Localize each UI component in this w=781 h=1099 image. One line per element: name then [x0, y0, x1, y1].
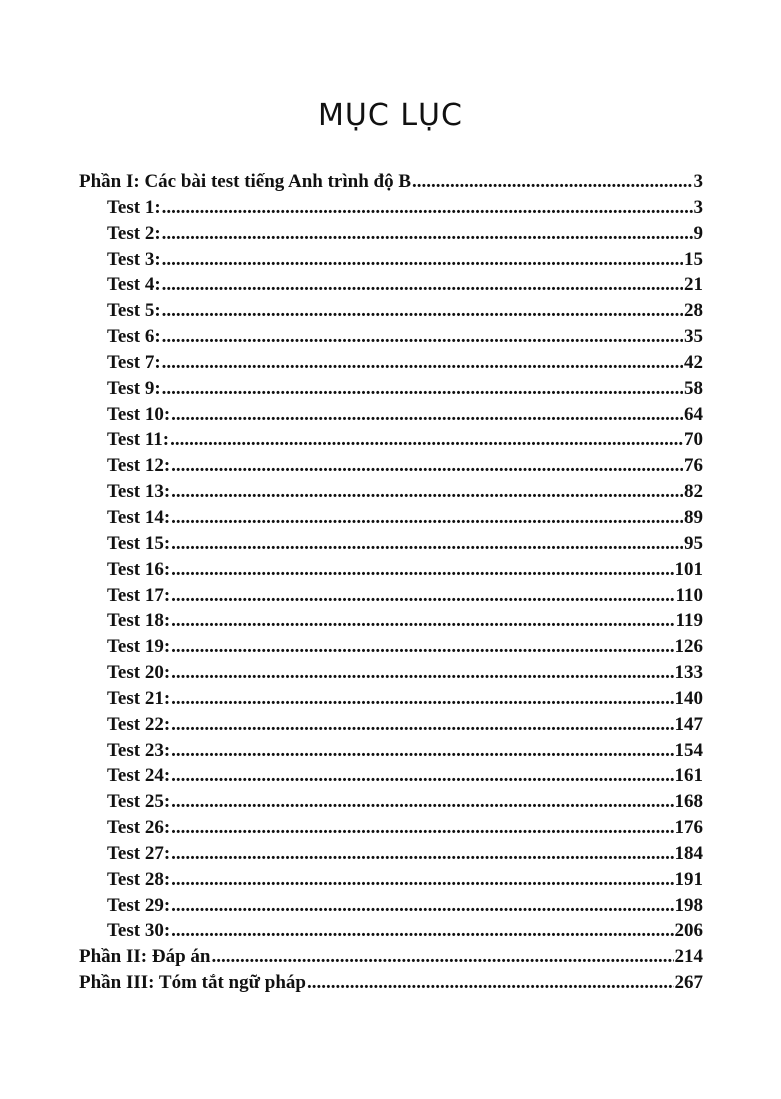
toc-subentry[interactable]	[79, 249, 703, 275]
toc-entry-label: Test 4:	[107, 274, 161, 296]
toc-subentry[interactable]	[79, 740, 703, 766]
toc-entry-label: Test 27:	[107, 842, 171, 864]
toc-dot-leader	[162, 249, 683, 271]
toc-page-number: 161	[674, 765, 703, 787]
toc-subentry[interactable]	[79, 300, 703, 326]
toc-page-number: 119	[675, 610, 703, 632]
toc-dot-leader	[171, 662, 673, 684]
toc-entry-label: Test 2:	[107, 222, 161, 244]
toc-page-number: 21	[684, 274, 703, 296]
toc-dot-leader	[211, 946, 673, 968]
toc-page-number: 42	[684, 351, 703, 373]
toc-entry-label: Test 10:	[107, 403, 171, 425]
table-of-contents	[79, 171, 703, 998]
toc-entry-label: Test 20:	[107, 662, 171, 684]
toc-subentry[interactable]	[79, 326, 703, 352]
toc-page-number: 147	[674, 713, 703, 735]
toc-page-number: 184	[674, 842, 703, 864]
toc-dot-leader	[162, 378, 683, 400]
toc-subentry[interactable]	[79, 610, 703, 636]
toc-page-number: 168	[674, 791, 703, 813]
toc-subentry[interactable]	[79, 274, 703, 300]
toc-entry-label: Test 14:	[107, 506, 171, 528]
toc-subentry[interactable]	[79, 507, 703, 533]
toc-entry-label: Test 18:	[107, 610, 171, 632]
toc-page-number: 191	[674, 868, 703, 890]
toc-page-number: 64	[684, 403, 703, 425]
toc-dot-leader	[162, 274, 683, 296]
toc-entry-label: Test 30:	[107, 920, 171, 942]
toc-entry-label: Test 9:	[107, 377, 161, 399]
toc-entry-label: Test 17:	[107, 584, 171, 606]
toc-dot-leader	[171, 843, 673, 865]
toc-dot-leader	[171, 559, 673, 581]
toc-page-number: 89	[684, 506, 703, 528]
toc-page-number: 28	[684, 300, 703, 322]
toc-subentry[interactable]	[79, 662, 703, 688]
toc-entry-label: Test 6:	[107, 326, 161, 348]
toc-page-number: 267	[674, 972, 703, 994]
toc-dot-leader	[171, 688, 673, 710]
toc-subentry[interactable]	[79, 223, 703, 249]
toc-subentry[interactable]	[79, 791, 703, 817]
toc-dot-leader	[171, 869, 673, 891]
toc-dot-leader	[307, 972, 674, 994]
toc-dot-leader	[171, 585, 674, 607]
toc-entry-label: Test 19:	[107, 636, 171, 658]
toc-subentry[interactable]	[79, 559, 703, 585]
toc-page-number: 140	[674, 687, 703, 709]
toc-entry-label: Test 28:	[107, 868, 171, 890]
toc-dot-leader	[171, 404, 683, 426]
toc-entry-label: Test 12:	[107, 455, 171, 477]
toc-page-number: 76	[684, 455, 703, 477]
toc-page-number: 101	[674, 558, 703, 580]
toc-subentry[interactable]	[79, 817, 703, 843]
toc-entry-label: Test 23:	[107, 739, 171, 761]
toc-entry-label: Test 7:	[107, 351, 161, 373]
page-title: MỤC LỤC	[318, 98, 463, 133]
toc-dot-leader	[171, 636, 673, 658]
toc-subentry[interactable]	[79, 765, 703, 791]
toc-dot-leader	[162, 223, 693, 245]
toc-entry-label: Test 16:	[107, 558, 171, 580]
toc-dot-leader	[171, 895, 673, 917]
toc-dot-leader	[412, 171, 692, 193]
toc-page-number: 35	[684, 326, 703, 348]
toc-subentry[interactable]	[79, 352, 703, 378]
toc-subentry[interactable]	[79, 895, 703, 921]
toc-dot-leader	[171, 740, 673, 762]
toc-entry-label: Test 15:	[107, 532, 171, 554]
toc-page-number: 82	[684, 481, 703, 503]
toc-dot-leader	[162, 300, 683, 322]
toc-subentry[interactable]	[79, 197, 703, 223]
toc-entry-label: Test 21:	[107, 687, 171, 709]
toc-dot-leader	[171, 817, 673, 839]
toc-entry-label: Test 22:	[107, 713, 171, 735]
toc-subentry[interactable]	[79, 533, 703, 559]
toc-dot-leader	[171, 610, 674, 632]
toc-page-number: 3	[693, 171, 703, 192]
toc-dot-leader	[171, 714, 673, 736]
toc-entry-label: Test 5:	[107, 300, 161, 322]
toc-entry-label: Test 29:	[107, 894, 171, 916]
toc-dot-leader	[171, 481, 683, 503]
toc-entry-label: Test 24:	[107, 765, 171, 787]
toc-dot-leader	[162, 352, 683, 374]
toc-page-number: 95	[684, 532, 703, 554]
toc-dot-leader	[171, 533, 683, 555]
toc-subentry[interactable]	[79, 455, 703, 481]
toc-page-number: 154	[674, 739, 703, 761]
toc-section-entry[interactable]	[79, 972, 703, 998]
toc-page-number: 126	[674, 636, 703, 658]
toc-section-entry[interactable]	[79, 946, 703, 972]
toc-subentry[interactable]	[79, 429, 703, 455]
toc-dot-leader	[162, 326, 683, 348]
toc-dot-leader	[171, 507, 683, 529]
toc-dot-leader	[171, 791, 673, 813]
toc-page-number: 110	[675, 584, 703, 606]
toc-page-number: 58	[684, 377, 703, 399]
toc-subentry[interactable]	[79, 404, 703, 430]
toc-entry-label: Phần I: Các bài test tiếng Anh trình độ B	[79, 171, 412, 192]
toc-entry-label: Phần III: Tóm tắt ngữ pháp	[79, 972, 306, 994]
toc-entry-label: Test 11:	[107, 429, 170, 451]
toc-entry-label: Test 25:	[107, 791, 171, 813]
toc-entry-label: Test 26:	[107, 817, 171, 839]
toc-dot-leader	[171, 920, 673, 942]
toc-page-number: 15	[684, 248, 703, 270]
toc-page-number: 214	[674, 946, 703, 968]
toc-subentry[interactable]	[79, 481, 703, 507]
toc-subentry[interactable]	[79, 688, 703, 714]
toc-dot-leader	[171, 455, 683, 477]
toc-dot-leader	[162, 197, 693, 219]
toc-page-number: 9	[693, 222, 703, 244]
toc-page-number: 176	[674, 817, 703, 839]
toc-dot-leader	[171, 765, 673, 787]
toc-page-number: 70	[684, 429, 703, 451]
toc-entry-label: Test 13:	[107, 481, 171, 503]
toc-entry-label: Test 1:	[107, 196, 161, 218]
toc-subentry[interactable]	[79, 636, 703, 662]
toc-entry-label: Test 3:	[107, 248, 161, 270]
toc-subentry[interactable]	[79, 869, 703, 895]
toc-section-entry[interactable]	[79, 171, 703, 197]
toc-page-number: 133	[674, 662, 703, 684]
toc-subentry[interactable]	[79, 585, 703, 611]
toc-subentry[interactable]	[79, 920, 703, 946]
toc-subentry[interactable]	[79, 378, 703, 404]
toc-entry-label: Phần II: Đáp án	[79, 946, 211, 968]
toc-page-number: 3	[693, 196, 703, 218]
toc-subentry[interactable]	[79, 714, 703, 740]
toc-page-number: 206	[674, 920, 703, 942]
toc-page-number: 198	[674, 894, 703, 916]
toc-subentry[interactable]	[79, 843, 703, 869]
toc-dot-leader	[170, 429, 683, 451]
